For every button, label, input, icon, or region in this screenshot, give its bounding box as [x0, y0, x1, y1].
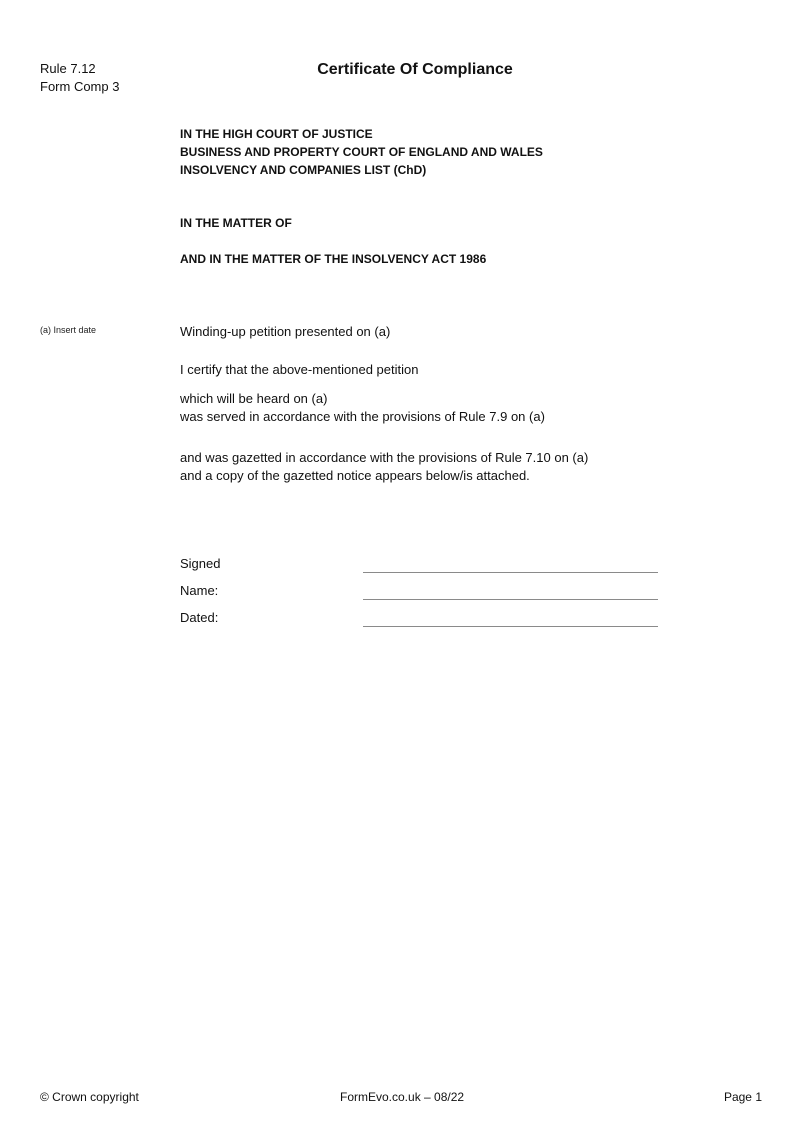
- matter-of-heading: IN THE MATTER OF: [180, 216, 292, 230]
- margin-note: (a) Insert date: [40, 325, 97, 335]
- served-text: was served in accordance with the provisions of Rule 7.9 on (a): [180, 409, 545, 424]
- gazetted-notice-text: and a copy of the gazetted notice appears below/is attached.: [180, 468, 530, 483]
- name-label: Name:: [180, 583, 219, 598]
- dated-line[interactable]: [363, 626, 658, 627]
- court-line: BUSINESS AND PROPERTY COURT OF ENGLAND AND WALES: [180, 145, 543, 159]
- court-heading: [180, 125, 543, 179]
- signed-label: Signed: [180, 556, 221, 571]
- footer-copyright: © Crown copyright: [40, 1090, 139, 1104]
- form-number: Form Comp 3: [40, 79, 120, 94]
- petition-presented-text: Winding-up petition presented on (a): [180, 324, 391, 339]
- dated-label: Dated:: [180, 610, 219, 625]
- name-line[interactable]: [363, 599, 658, 600]
- insolvency-act-heading: AND IN THE MATTER OF THE INSOLVENCY ACT 1986: [180, 252, 487, 266]
- gazetted-text: and was gazetted in accordance with the provisions of Rule 7.10 on (a): [180, 450, 589, 465]
- court-line: IN THE HIGH COURT OF JUSTICE: [180, 127, 373, 141]
- certify-text: I certify that the above-mentioned petition: [180, 362, 419, 377]
- page-title: Certificate Of Compliance: [317, 61, 513, 78]
- signed-line[interactable]: [363, 572, 658, 573]
- court-line: INSOLVENCY AND COMPANIES LIST (ChD): [180, 163, 427, 177]
- footer-page-number: Page 1: [723, 1090, 762, 1104]
- heard-on-text: which will be heard on (a): [180, 391, 328, 406]
- footer-source: FormEvo.co.uk – 08/22: [340, 1090, 465, 1104]
- rule-number: Rule 7.12: [40, 61, 96, 76]
